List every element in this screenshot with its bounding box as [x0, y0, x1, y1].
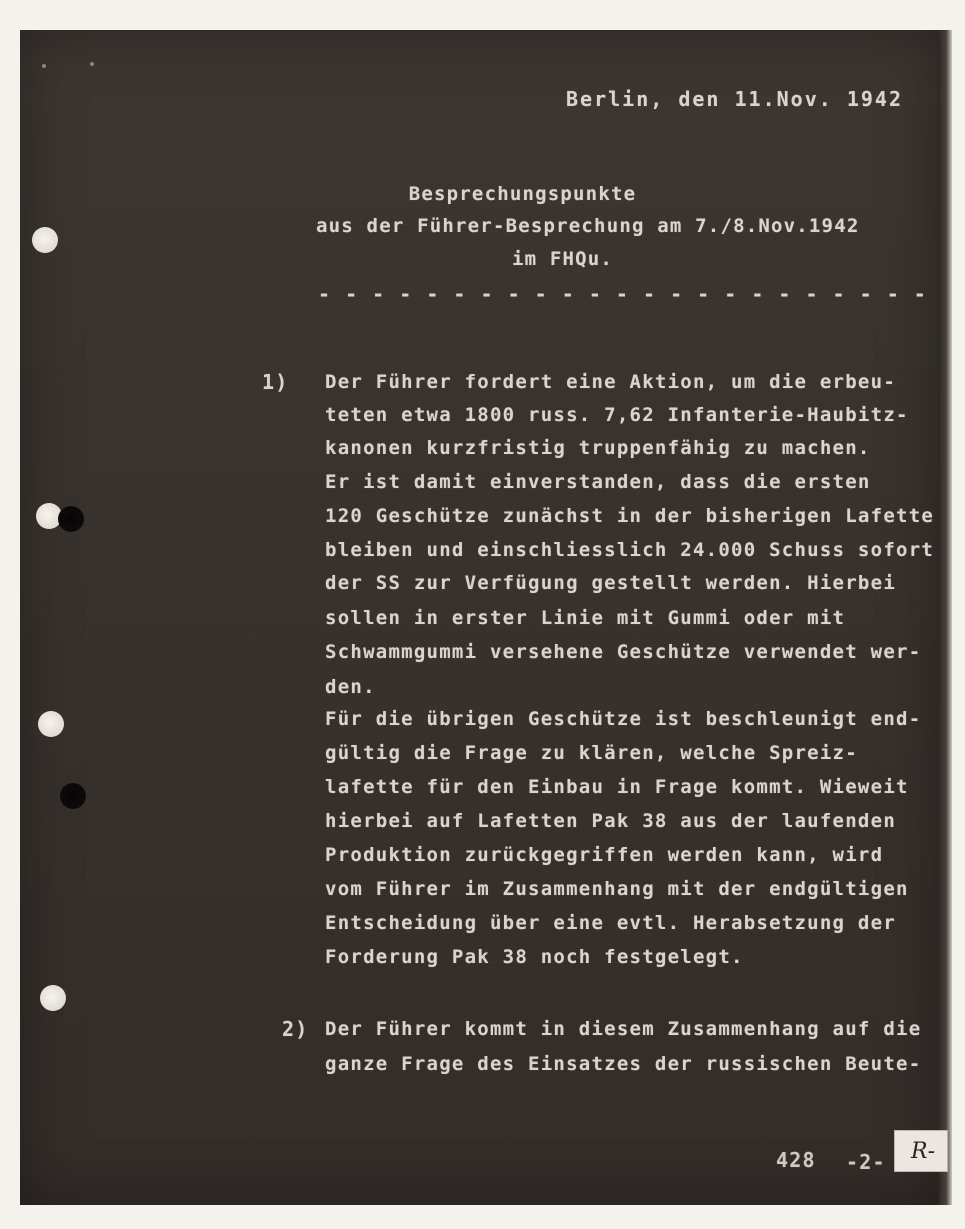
paper-speck — [42, 64, 46, 68]
body-line: ganze Frage des Einsatzes der russischen Beute- — [325, 1053, 922, 1075]
body-line: kanonen kurzfristig truppenfähig zu machen. — [325, 437, 871, 459]
body-line: bleiben und einschliesslich 24.000 Schuss sofort — [325, 539, 935, 561]
body-line: sollen in erster Linie mit Gummi oder mit — [325, 607, 846, 629]
separator-line: - - - - - - - - - - - - - - - - - - - - - - - — [318, 282, 928, 306]
body-line: Der Führer kommt in diesem Zusammenhang auf die — [325, 1018, 922, 1040]
section-number: 1) — [262, 370, 289, 394]
archive-number: 428 — [776, 1148, 816, 1172]
section-number: 2) — [282, 1017, 309, 1041]
stamp-letter: R- — [911, 1139, 935, 1164]
sheet-edge — [938, 30, 952, 1205]
page-marker: -2- — [846, 1150, 886, 1174]
punch-hole — [38, 711, 64, 737]
archive-stamp — [894, 1130, 948, 1172]
body-line: gültig die Frage zu klären, welche Spreiz- — [325, 742, 858, 764]
punch-hole — [58, 506, 84, 532]
body-line: hierbei auf Lafetten Pak 38 aus der laufenden — [325, 810, 897, 832]
body-line: Für die übrigen Geschütze ist beschleunigt end- — [325, 708, 922, 730]
body-line: Schwammgummi versehene Geschütze verwendet wer- — [325, 641, 922, 663]
punch-hole — [40, 985, 66, 1011]
body-line: der SS zur Verfügung gestellt werden. Hierbei — [325, 572, 897, 594]
body-line: vom Führer im Zusammenhang mit der endgültigen — [325, 878, 909, 900]
title-line-3: im FHQu. — [511, 248, 614, 270]
body-line: Forderung Pak 38 noch festgelegt. — [325, 946, 744, 968]
body-line: lafette für den Einbau in Frage kommt. Wieweit — [325, 776, 909, 798]
body-line: Entscheidung über eine evtl. Herabsetzung der — [325, 912, 897, 934]
punch-hole — [60, 783, 86, 809]
title-line-1: Besprechungspunkte — [408, 183, 637, 205]
paper-speck — [90, 62, 94, 66]
body-line: Er ist damit einverstanden, dass die ersten — [325, 471, 871, 493]
body-line: 120 Geschütze zunächst in der bisherigen Lafette — [325, 505, 935, 527]
body-line: teten etwa 1800 russ. 7,62 Infanterie-Haubitz- — [325, 404, 909, 426]
body-line: Der Führer fordert eine Aktion, um die erbeu- — [325, 371, 897, 393]
body-line: Produktion zurückgegriffen werden kann, wird — [325, 844, 884, 866]
body-line: den. — [325, 676, 376, 698]
dateline: Berlin, den 11.Nov. 1942 — [566, 87, 903, 111]
title-line-2: aus der Führer-Besprechung am 7./8.Nov.1942 — [316, 215, 860, 237]
